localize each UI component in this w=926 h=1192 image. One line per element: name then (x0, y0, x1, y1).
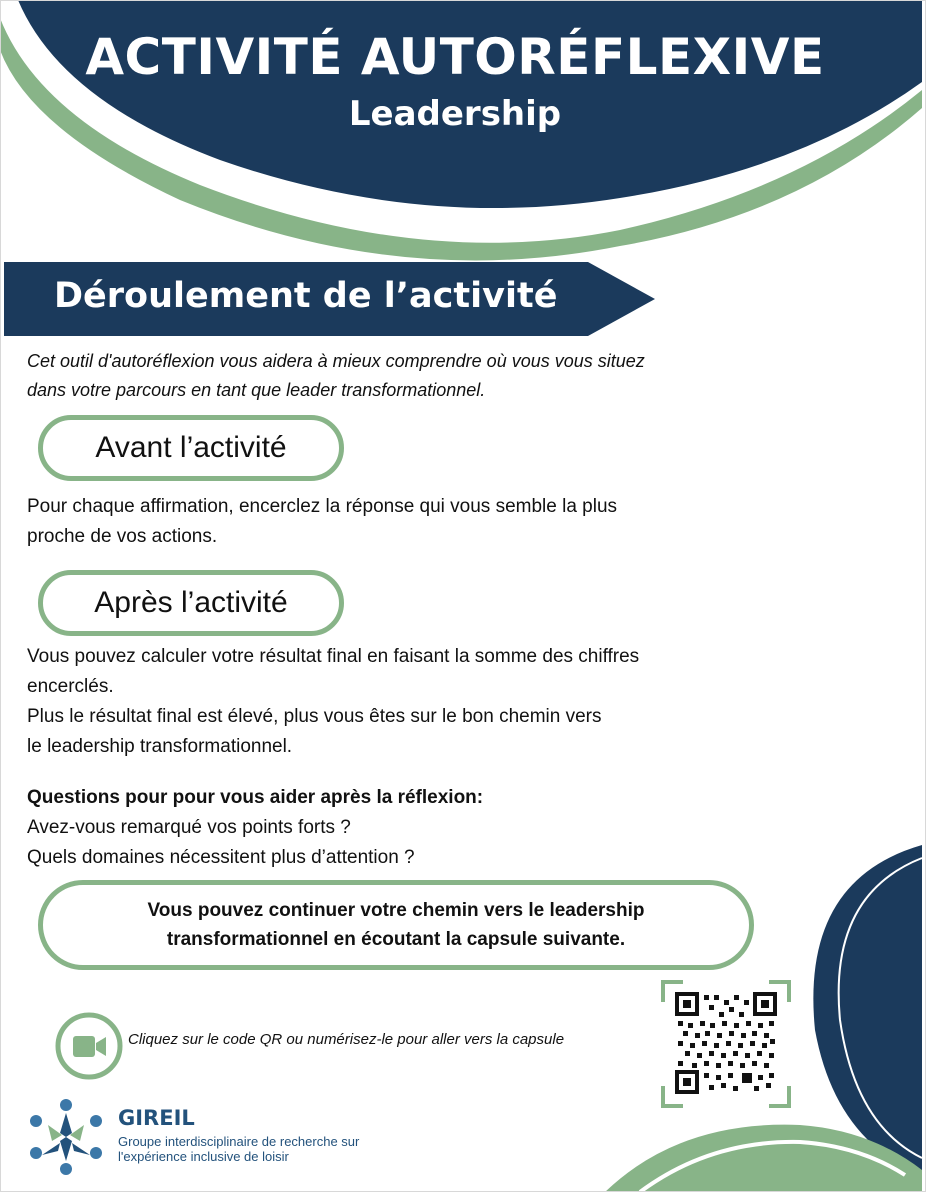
intro-line-1: Cet outil d'autoréflexion vous aidera à mieux comprendre où vous vous situez (27, 351, 645, 371)
callout-line-2: transformationnel en écoutant la capsule suivante. (166, 929, 626, 950)
logo-name: GIREIL (118, 1106, 195, 1130)
intro-line-2: dans votre parcours en tant que leader transformationnel. (27, 380, 486, 400)
after-line-2: encerclés. (27, 676, 114, 697)
page-subtitle: Leadership (348, 94, 562, 134)
before-line-2: proche de vos actions. (27, 526, 218, 547)
intro-text (27, 347, 807, 405)
logo-description (118, 1134, 388, 1164)
after-line-3: Plus le résultat final est élevé, plus vous êtes sur le bon chemin vers (27, 706, 602, 727)
reflection-questions (27, 783, 767, 873)
before-activity-label: Avant l’activité (38, 415, 344, 481)
video-camera-icon[interactable] (55, 1012, 123, 1080)
qr-code-icon[interactable] (661, 980, 791, 1108)
section-title: Déroulement de l’activité (54, 276, 558, 316)
callout-line-1: Vous pouvez continuer votre chemin vers le leadership (147, 900, 645, 921)
after-activity-label: Après l’activité (38, 570, 344, 636)
qr-caption: Cliquez sur le code QR ou numérisez-le pour aller vers la capsule (128, 1031, 565, 1048)
after-instructions (27, 642, 767, 762)
questions-heading: Questions pour pour vous aider après la réflexion: (27, 787, 484, 808)
question-2: Quels domaines nécessitent plus d’attention ? (27, 847, 415, 868)
before-instructions (27, 492, 747, 552)
gireil-logo-icon (28, 1097, 104, 1177)
continue-callout (38, 880, 754, 970)
question-1: Avez-vous remarqué vos points forts ? (27, 817, 351, 838)
after-line-4: le leadership transformationnel. (27, 736, 293, 757)
page-title: ACTIVITÉ AUTORÉFLEXIVE (85, 28, 825, 86)
logo-description-line-2: l'expérience inclusive de loisir (118, 1149, 289, 1164)
logo-description-line-1: Groupe interdisciplinaire de recherche sur (118, 1134, 360, 1149)
after-line-1: Vous pouvez calculer votre résultat final en faisant la somme des chiffres (27, 646, 640, 667)
before-line-1: Pour chaque affirmation, encerclez la réponse qui vous semble la plus (27, 496, 618, 517)
